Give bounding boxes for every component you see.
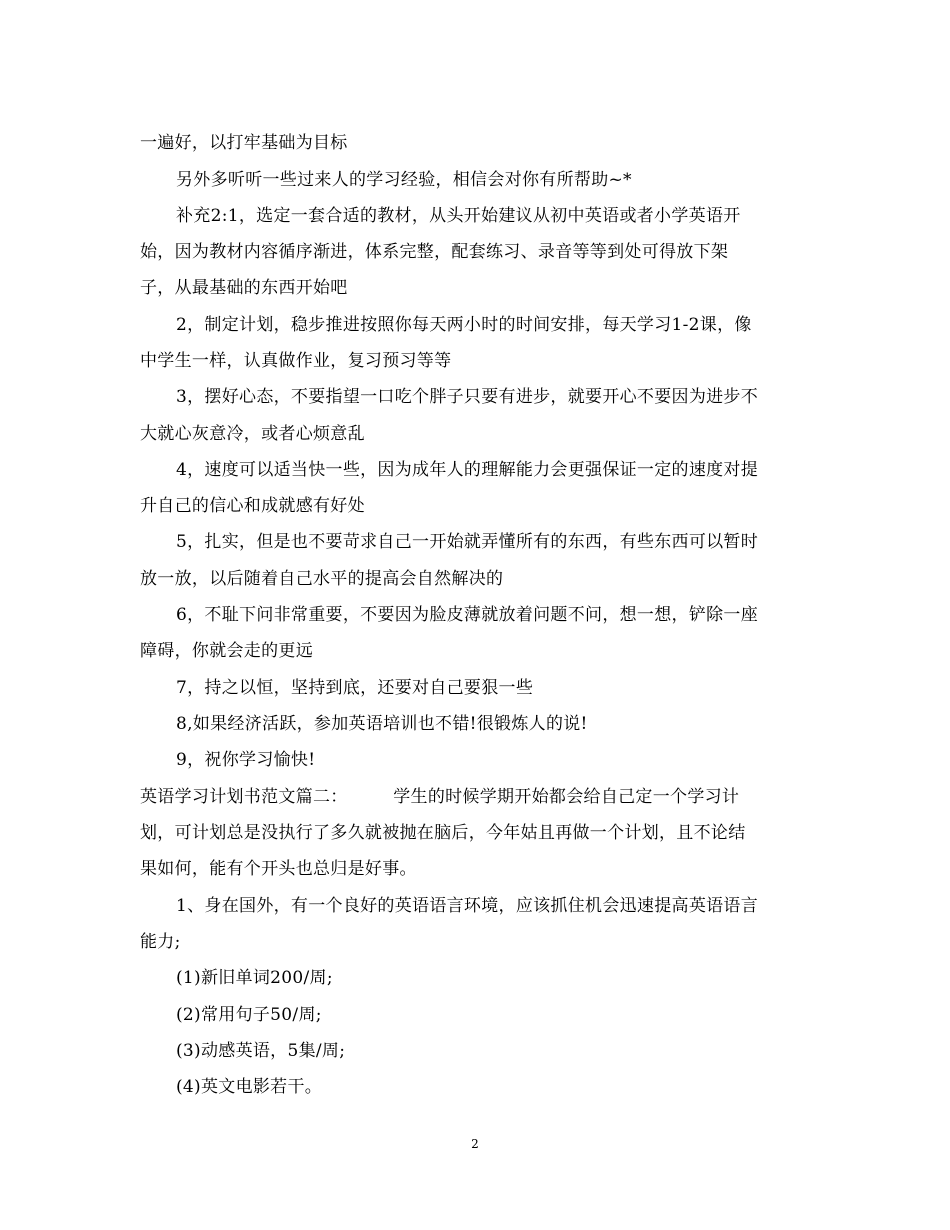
- text-line: 放一放，以后随着自己水平的提高会自然解决的: [140, 569, 504, 589]
- text-line: 补充2:1，选定一套合适的教材，从头开始建议从初中英语或者小学英语开: [176, 206, 741, 226]
- text-line: 障碍，你就会走的更远: [140, 641, 313, 661]
- list-item: (4)英文电影若干。: [176, 1077, 323, 1097]
- text-line: 8,如果经济活跃，参加英语培训也不错!很锻炼人的说!: [176, 714, 588, 734]
- text-line: 4，速度可以适当快一些，因为成年人的理解能力会更强保证一定的速度对提: [176, 460, 759, 480]
- text-line: 子，从最基础的东西开始吧: [140, 278, 348, 298]
- text-line: 中学生一样，认真做作业，复习预习等等: [140, 351, 452, 371]
- text-line: 3，摆好心态，不要指望一口吃个胖子只要有进步，就要开心不要因为进步不: [176, 387, 759, 407]
- text-line: 另外多听听一些过来人的学习经验，相信会对你有所帮助~*: [176, 170, 632, 190]
- text-line: 9，祝你学习愉快!: [176, 750, 316, 770]
- text-line: 能力;: [140, 932, 181, 952]
- section-heading-line: 英语学习计划书范文篇二： 学生的时候学期开始都会给自己定一个学习计: [140, 787, 740, 807]
- text-line: 5，扎实，但是也不要苛求自己一开始就弄懂所有的东西，有些东西可以暂时: [176, 532, 759, 552]
- list-item: (2)常用句子50/周;: [176, 1005, 322, 1025]
- text-line: 果如何，能有个开头也总归是好事。: [140, 859, 417, 879]
- text-line: 划，可计划总是没执行了多久就被抛在脑后，今年姑且再做一个计划，且不论结: [140, 823, 746, 843]
- list-item: (1)新旧单词200/周;: [176, 968, 333, 988]
- text-line: 大就心灰意冷，或者心烦意乱: [140, 424, 365, 444]
- text-line: 7，持之以恒，坚持到底，还要对自己要狠一些: [176, 678, 534, 698]
- text-line: 1、身在国外，有一个良好的英语语言环境，应该抓住机会迅速提高英语语言: [176, 896, 759, 916]
- text-line: 一遍好，以打牢基础为目标: [140, 133, 348, 153]
- list-item: (3)动感英语，5集/周;: [176, 1041, 346, 1061]
- page-number: 2: [471, 1137, 479, 1151]
- text-line: 始，因为教材内容循序渐进，体系完整，配套练习、录音等等到处可得放下架: [140, 242, 729, 262]
- text-line: 6，不耻下问非常重要，不要因为脸皮薄就放着问题不问，想一想，铲除一座: [176, 605, 759, 625]
- text-line: 升自己的信心和成就感有好处: [140, 496, 365, 516]
- text-line: 2，制定计划，稳步推进按照你每天两小时的时间安排，每天学习1-2课，像: [176, 315, 752, 335]
